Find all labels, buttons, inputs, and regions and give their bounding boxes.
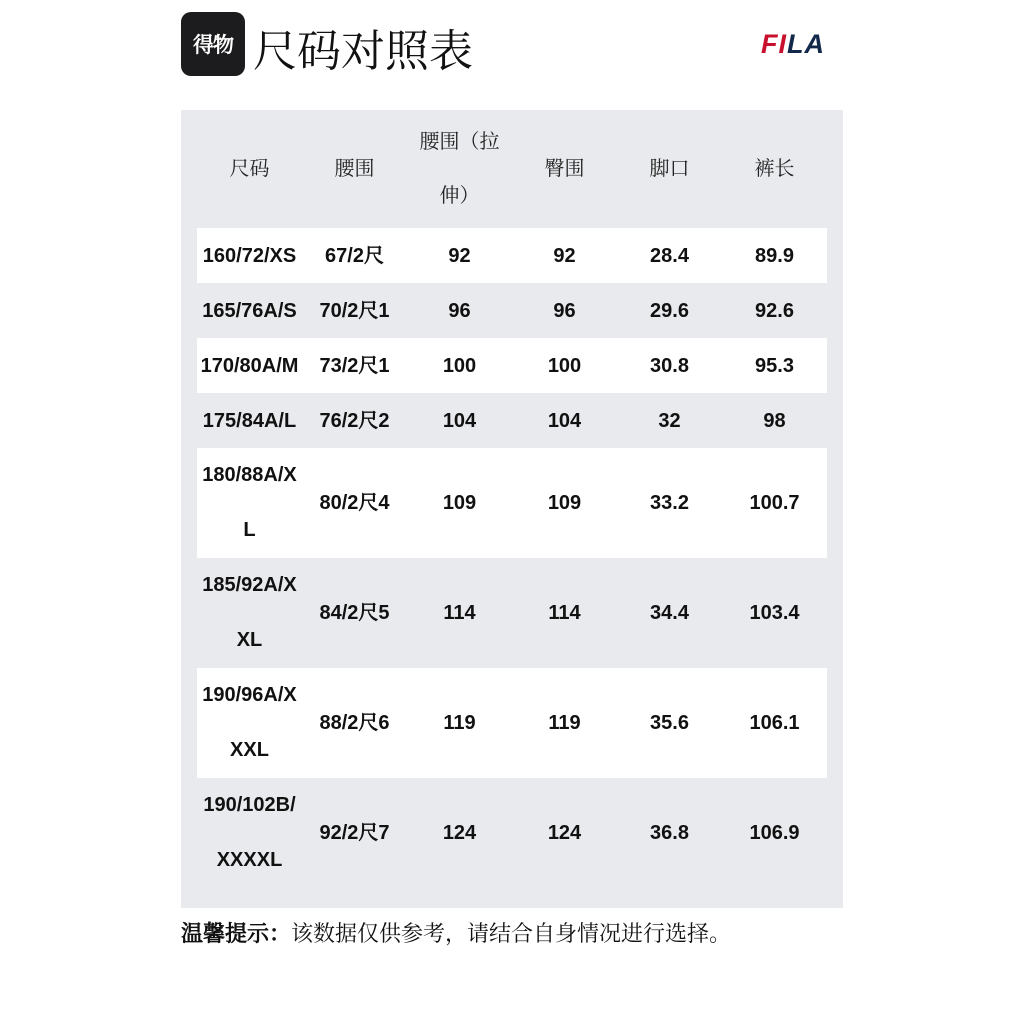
cell-size-line: XXXXL: [216, 849, 283, 871]
cell-hip: 100: [547, 354, 582, 377]
tip-label: 温馨提示：: [181, 922, 292, 947]
cell-hem: 29.6: [650, 299, 689, 322]
size-table: [181, 110, 843, 908]
cell-size-line: 180/88A/X: [202, 464, 297, 486]
cell-hip: 124: [547, 822, 582, 844]
cell-waist: 70/2尺1: [319, 299, 390, 322]
brand-logo: [761, 29, 825, 60]
cell-waist: 92/2尺7: [319, 822, 390, 844]
table-row: [197, 448, 827, 558]
table-body: [197, 228, 827, 888]
cell-size-line: 170/80A/M: [200, 354, 299, 377]
cell-waist: 84/2尺5: [319, 602, 390, 624]
cell-hip: 92: [553, 244, 576, 267]
cell-waist: 67/2尺: [325, 244, 384, 267]
cell-size: [197, 558, 302, 668]
cell-hip: 119: [548, 712, 581, 734]
cell-hem: 30.8: [650, 354, 689, 377]
column-header-size: 尺码: [229, 156, 270, 180]
brand-logo-part: FI: [761, 29, 787, 59]
cell-waist-stretch: 96: [448, 299, 471, 322]
table-row: [197, 283, 827, 338]
column-header-length: 裤长: [754, 156, 795, 180]
cell-length: 100.7: [749, 492, 800, 514]
cell-length: 95.3: [755, 354, 794, 377]
cell-waist: 88/2尺6: [319, 712, 390, 734]
cell-size-line: 190/102B/: [203, 794, 296, 816]
header: [181, 10, 843, 90]
cell-length: 103.4: [749, 602, 800, 624]
cell-waist-stretch: 109: [442, 492, 477, 514]
brand-logo-part: LA: [787, 29, 825, 59]
cell-waist: 76/2尺2: [319, 409, 390, 432]
column-header-hem: 脚口: [649, 156, 690, 180]
table-row: [197, 338, 827, 393]
cell-size: [197, 448, 302, 558]
cell-hem: 36.8: [650, 822, 689, 844]
cell-size: [197, 228, 302, 283]
cell-waist-stretch: 124: [442, 822, 477, 844]
cell-hip: 109: [547, 492, 582, 514]
footer-tip: [181, 916, 881, 954]
cell-size-line: 175/84A/L: [202, 409, 297, 432]
tip-text: 该数据仅供参考，请结合自身情况进行选择。: [291, 922, 732, 947]
table-header: [197, 110, 827, 226]
cell-hip: 114: [548, 602, 581, 624]
cell-waist-stretch: 100: [442, 354, 477, 377]
cell-size: [197, 778, 302, 888]
cell-length: 98: [763, 409, 786, 432]
cell-size: [197, 338, 302, 393]
cell-length: 92.6: [755, 299, 794, 322]
table-row: [197, 668, 827, 778]
cell-hem: 34.4: [650, 602, 689, 624]
cell-size-line: 160/72/XS: [202, 244, 297, 267]
cell-waist-stretch: 92: [448, 244, 471, 267]
table-row: [197, 558, 827, 668]
cell-size-line: 190/96A/X: [202, 684, 297, 706]
cell-waist: 80/2尺4: [319, 492, 390, 514]
cell-size: [197, 668, 302, 778]
cell-length: 89.9: [755, 244, 794, 267]
cell-waist: 73/2尺1: [319, 354, 390, 377]
cell-size-line: 185/92A/X: [202, 574, 297, 596]
cell-hem: 33.2: [650, 492, 689, 514]
cell-hip: 104: [547, 409, 582, 432]
page-title: 尺码对照表: [253, 26, 473, 77]
cell-size-line: XXL: [230, 739, 269, 761]
cell-size: [197, 283, 302, 338]
cell-hem: 28.4: [650, 244, 689, 267]
cell-length: 106.1: [749, 712, 800, 734]
table-row: [197, 778, 827, 888]
column-header-hip: 臀围: [544, 156, 585, 180]
cell-size: [197, 393, 302, 448]
cell-hip: 96: [553, 299, 576, 322]
cell-hem: 32: [658, 409, 681, 432]
table-row: [197, 393, 827, 448]
cell-length: 106.9: [749, 822, 800, 844]
column-header-waist: 腰围: [334, 156, 375, 180]
cell-hem: 35.6: [650, 712, 689, 734]
cell-waist-stretch: 104: [442, 409, 477, 432]
cell-waist-stretch: 119: [443, 712, 476, 734]
cell-size-line: XL: [236, 629, 263, 651]
cell-waist-stretch: 114: [443, 602, 476, 624]
table-row: [197, 228, 827, 283]
cell-size-line: 165/76A/S: [202, 299, 297, 322]
column-header-waist-stretch: 腰围（拉伸）: [419, 129, 500, 207]
app-logo: 得物: [181, 12, 245, 76]
cell-size-line: L: [243, 519, 256, 541]
